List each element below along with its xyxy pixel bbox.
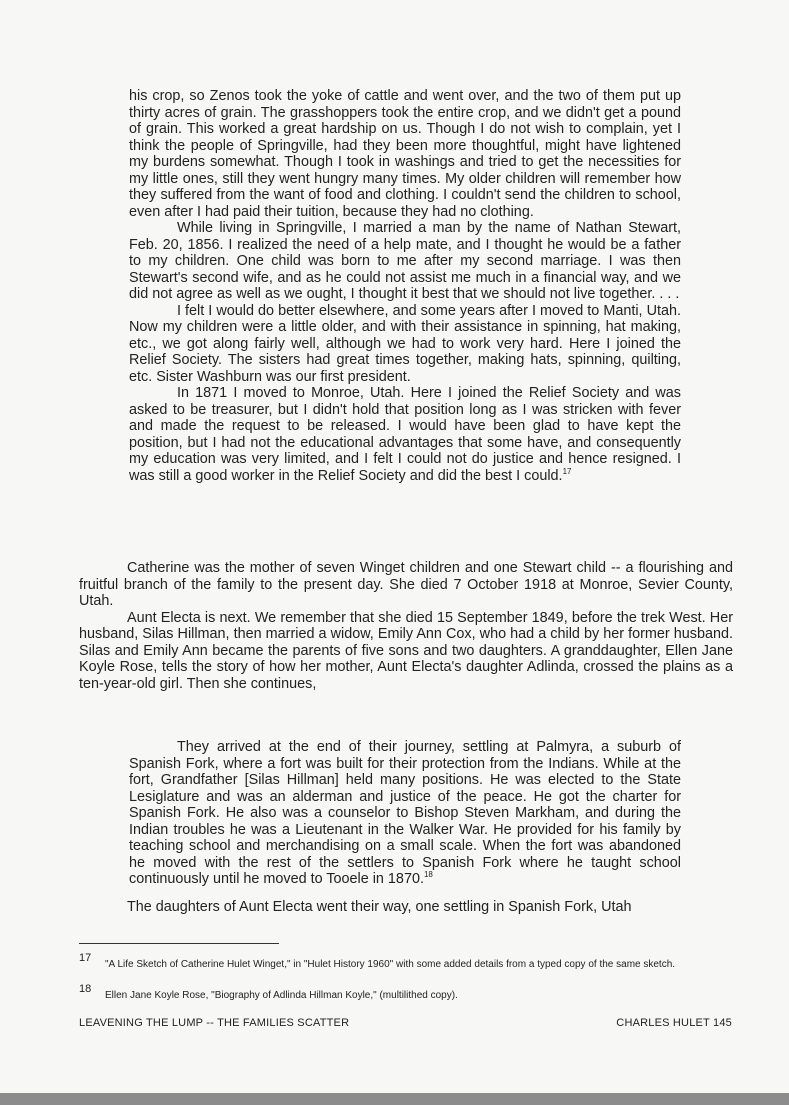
body-paragraph: Aunt Electa is next. We remember that she died 15 September 1849, before the trek West. Her husband, Silas Hillman, then married a widow, Emily Ann Cox, who had a child by her former husband. Silas and Emily Ann became the parents of five sons and two daughters. A granddaughter, Ellen Jane Koyle Rose, tells the story of how her mother, Aunt Electa's daughter Adlinda, crossed the plains as a ten-year-old girl. Then she continues, — [79, 609, 733, 692]
quote-paragraph — [129, 739, 681, 888]
running-footer-page: CHARLES HULET 145 — [616, 1017, 732, 1029]
body-paragraph: Catherine was the mother of seven Winget children and one Stewart child -- a flourishing and fruitful branch of the family to the present day. She died 7 October 1918 at Monroe, Sevier County, Utah. — [79, 560, 733, 609]
body-text-section-1 — [79, 560, 733, 692]
footnote-number: 18 — [79, 983, 92, 995]
running-footer-title: LEAVENING THE LUMP -- THE FAMILIES SCATTER — [79, 1017, 350, 1029]
footnote-text: "A Life Sketch of Catherine Hulet Winget," in "Hulet History 1960" with some added details from a typed copy of the same sketch. — [105, 959, 676, 970]
footnote-divider — [79, 943, 279, 944]
footnote — [79, 983, 735, 1002]
footnote — [79, 952, 735, 971]
quote-paragraph-text: They arrived at the end of their journey, settling at Palmyra, a suburb of Spanish Fork, where a fort was built for their protection from the Indians. While at the fort, Grandfather [Silas Hillman] held many positions. He was elected to the State Lesiglature and was an alderman and justice of the peace. He got the charter for Spanish Fork. He also was a counselor to Bishop Steven Markham, and during the Indian troubles he was a Lieutenant in the Walker War. He provided for his family by teaching school and merchandising on a small scale. When the fort was abandoned he moved with the rest of the settlers to Spanish Fork where he taught school continuously until he moved to Tooele in 1870. — [129, 739, 681, 887]
quote-paragraph: I felt I would do better elsewhere, and some years after I moved to Manti, Utah. Now my children were a little older, and with their assistance in spinning, hat making, etc., we got along fairly well, although we had to work very hard. Here I joined the Relief Society. The sisters had great times together, making hats, spinning, quilting, etc. Sister Washburn was our first president. — [129, 302, 681, 385]
footnote-text: Ellen Jane Koyle Rose, "Biography of Adlinda Hillman Koyle," (multilithed copy). — [105, 990, 458, 1001]
scan-edge-bar — [0, 1093, 789, 1105]
quote-paragraph-text: In 1871 I moved to Monroe, Utah. Here I joined the Relief Society and was asked to be treasurer, but I didn't hold that position long as I was stricken with fever and made the request to be released. I would have been glad to have kept the position, but I had not the educational advantages that some have, and consequently my education was very limited, and I felt I could not do justice and hence resigned. I was still a good worker in the Relief Society and did the best I could. — [129, 385, 681, 484]
quote-paragraph — [129, 385, 681, 484]
quote-paragraph: While living in Springville, I married a man by the name of Nathan Stewart, Feb. 20, 1856. I realized the need of a help mate, and I thought he would be a father to my children. One child was born to me after my second marriage. I was then Stewart's second wife, and as he could not assist me much in a financial way, and we did not agree as well as we ought, I thought it best that we should not live together. . . . — [129, 220, 681, 302]
quote-paragraph: his crop, so Zenos took the yoke of cattle and went over, and the two of them put up thirty acres of grain. The grasshoppers took the entire crop, and we didn't get a pound of grain. This worked a great hardship on us. Though I do not wish to complain, yet I think the people of Springville, had they been more thoughtful, might have lightened my burdens somewhat. Though I took in washings and tried to get the necessities for my little ones, still they went hungry many times. My older children will remember how they suffered from the want of food and clothing. I couldn't send the children to school, even after I had paid their tuition, because they had no clothing. — [129, 88, 681, 220]
body-paragraph: The daughters of Aunt Electa went their way, one settling in Spanish Fork, Utah — [127, 899, 632, 915]
footnote-ref-17[interactable]: 17 — [562, 466, 572, 476]
quote-block-winget-sketch — [129, 88, 681, 484]
quote-block-hillman — [129, 739, 681, 888]
footnote-number: 17 — [79, 952, 92, 964]
footnote-ref-18[interactable]: 18 — [423, 870, 433, 879]
